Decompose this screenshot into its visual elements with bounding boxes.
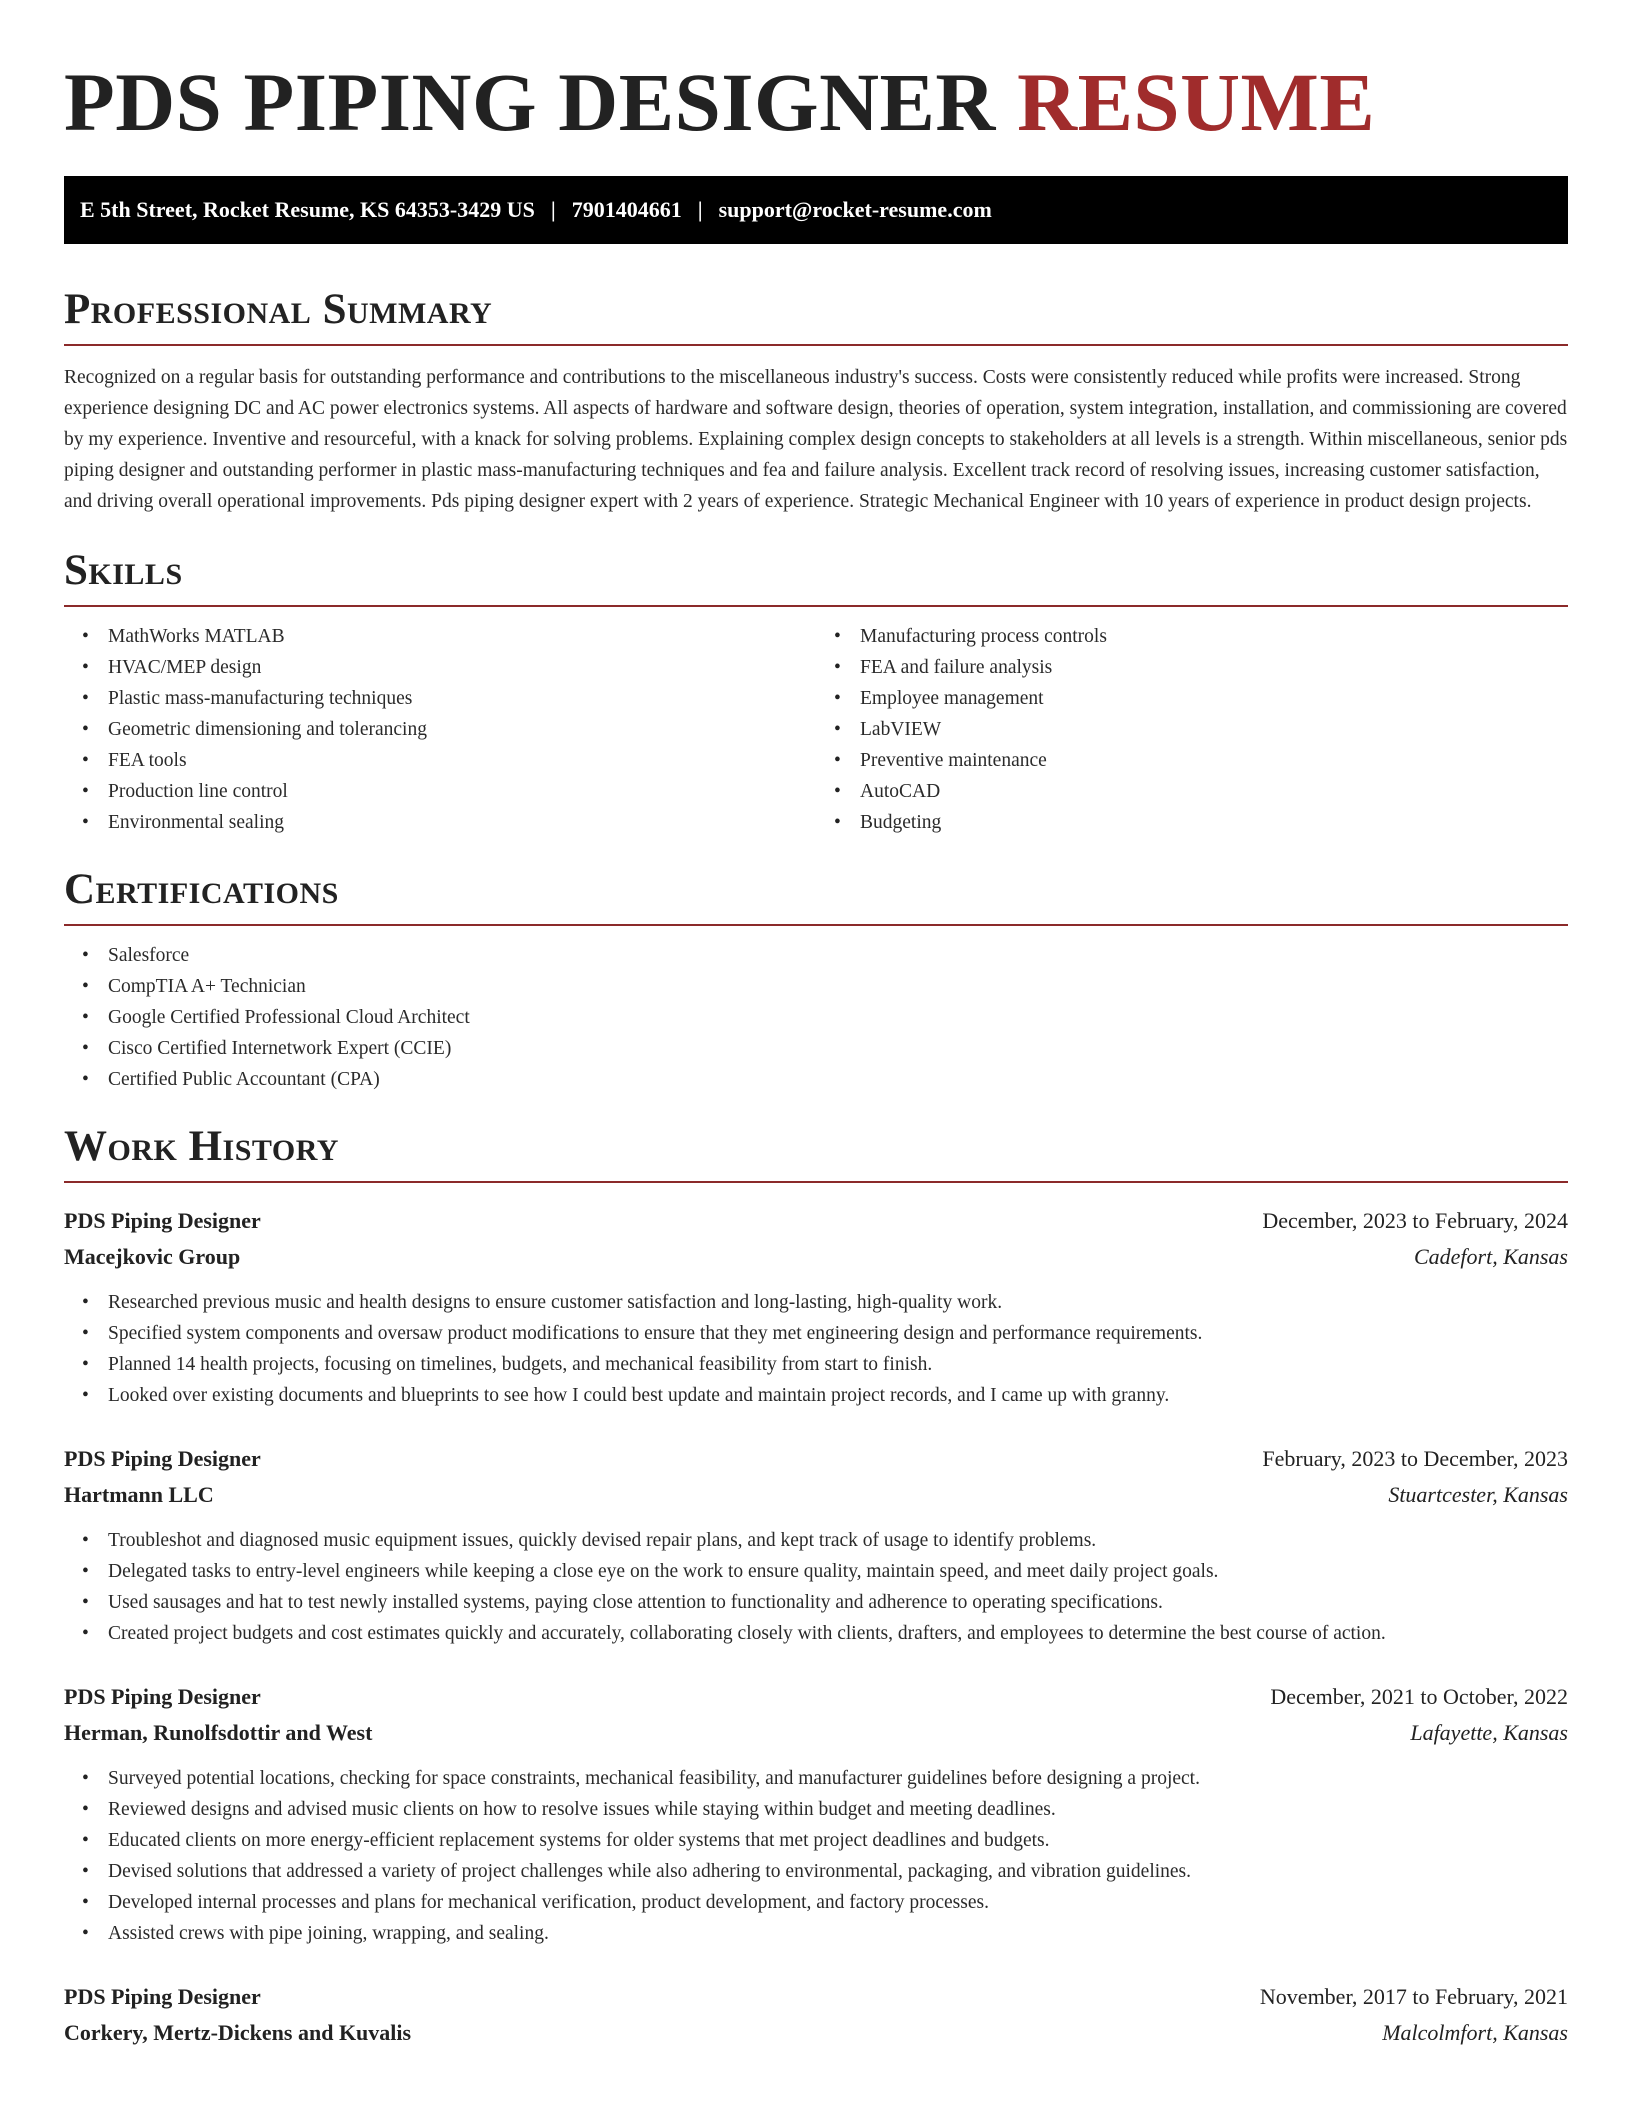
job-company: Herman, Runolfsdottir and West <box>64 1720 373 1745</box>
job-entry <box>64 1441 1568 1649</box>
job-duty: • Developed internal processes and plans for mechanical verification, product development, and factory processes. <box>108 1887 1568 1918</box>
job-title: PDS Piping Designer <box>64 1208 261 1233</box>
job-location: Malcolmfort, Kansas <box>1382 2020 1568 2045</box>
skill-item: • MathWorks MATLAB <box>108 621 816 652</box>
certification-item: • Salesforce <box>108 940 1568 971</box>
job-duty: • Assisted crews with pipe joining, wrapping, and sealing. <box>108 1918 1568 1949</box>
job-duty: • Delegated tasks to entry-level engineers while keeping a close eye on the work to ensure quality, maintain speed, and meet daily project goals. <box>108 1556 1568 1587</box>
job-duty: • Created project budgets and cost estimates quickly and accurately, collaborating closely with clients, drafters, and employees to determine the best course of action. <box>108 1618 1568 1649</box>
skills-heading: Skills <box>64 547 1568 607</box>
job-duty: • Educated clients on more energy-efficient replacement systems for older systems that met project deadlines and budgets. <box>108 1825 1568 1856</box>
job-company: Corkery, Mertz-Dickens and Kuvalis <box>64 2020 412 2045</box>
job-duty: • Used sausages and hat to test newly installed systems, paying close attention to functionality and adherence to operating specifications. <box>108 1587 1568 1618</box>
certifications-list <box>64 940 1568 1095</box>
skill-item: • Geometric dimensioning and tolerancing <box>108 714 816 745</box>
work-history-section <box>64 1123 1568 2051</box>
summary-section <box>64 286 1568 517</box>
skills-list-right <box>816 621 1568 838</box>
job-dates: December, 2021 to October, 2022 <box>1270 1684 1568 1709</box>
job-header-row <box>64 1441 1568 1477</box>
job-duty: • Troubleshot and diagnosed music equipment issues, quickly devised repair plans, and kept track of usage to identify problems. <box>108 1525 1568 1556</box>
job-duty: • Reviewed designs and advised music clients on how to resolve issues while staying within budget and meeting deadlines. <box>108 1794 1568 1825</box>
contact-phone: 7901404661 <box>571 197 682 222</box>
job-duty: • Devised solutions that addressed a variety of project challenges while also adhering to environmental, packaging, and vibration guidelines. <box>108 1856 1568 1887</box>
certification-item: • Cisco Certified Internetwork Expert (CCIE) <box>108 1033 1568 1064</box>
job-location: Cadefort, Kansas <box>1413 1244 1568 1269</box>
job-location: Stuartcester, Kansas <box>1388 1482 1568 1507</box>
certification-item: • Certified Public Accountant (CPA) <box>108 1064 1568 1095</box>
job-company: Hartmann LLC <box>64 1482 214 1507</box>
job-duties-list <box>64 1525 1568 1649</box>
job-entry <box>64 1203 1568 1411</box>
skill-item: • Employee management <box>860 683 1568 714</box>
job-header-row <box>64 1679 1568 1715</box>
job-duty: • Looked over existing documents and blueprints to see how I could best update and maintain project records, and I came up with granny. <box>108 1380 1568 1411</box>
skill-item: • Budgeting <box>860 807 1568 838</box>
job-header-row <box>64 1203 1568 1239</box>
certification-item: • CompTIA A+ Technician <box>108 971 1568 1002</box>
skill-item: • Production line control <box>108 776 816 807</box>
skill-item: • HVAC/MEP design <box>108 652 816 683</box>
job-dates: November, 2017 to February, 2021 <box>1259 1984 1568 2009</box>
job-title: PDS Piping Designer <box>64 1446 261 1471</box>
job-duty: • Planned 14 health projects, focusing on timelines, budgets, and mechanical feasibility from start to finish. <box>108 1349 1568 1380</box>
certification-item: • Google Certified Professional Cloud Architect <box>108 1002 1568 1033</box>
skills-section <box>64 547 1568 838</box>
skill-item: • Environmental sealing <box>108 807 816 838</box>
skill-item: • Manufacturing process controls <box>860 621 1568 652</box>
contact-email: support@rocket-resume.com <box>718 197 992 222</box>
job-duty: • Researched previous music and health designs to ensure customer satisfaction and long-lasting, high-quality work. <box>108 1287 1568 1318</box>
job-company-row <box>64 1239 1568 1275</box>
job-company-row <box>64 1715 1568 1751</box>
skill-item: • AutoCAD <box>860 776 1568 807</box>
resume-title <box>64 0 1568 152</box>
job-duty: • Specified system components and oversaw product modifications to ensure that they met engineering design and performance requirements. <box>108 1318 1568 1349</box>
job-duties-list <box>64 1287 1568 1411</box>
contact-bar <box>64 176 1568 244</box>
contact-separator: | <box>550 197 556 222</box>
job-company-row <box>64 2015 1568 2051</box>
job-entry <box>64 1979 1568 2051</box>
title-main: PDS PIPING DESIGNER <box>64 56 996 148</box>
certifications-heading: Certifications <box>64 866 1568 926</box>
job-dates: February, 2023 to December, 2023 <box>1262 1446 1568 1471</box>
job-title: PDS Piping Designer <box>64 1984 261 2009</box>
job-entry <box>64 1679 1568 1949</box>
contact-address: E 5th Street, Rocket Resume, KS 64353-3429 US <box>80 197 535 222</box>
skill-item: • FEA tools <box>108 745 816 776</box>
summary-text: Recognized on a regular basis for outstanding performance and contributions to the miscellaneous industry's success. Costs were consistently reduced while profits were increased. Strong experience designing DC and AC power electronics systems. All aspects of hardware and software design, theories of operation, system integration, installation, and commissioning are covered by my experience. Inventive and resourceful, with a knack for solving problems. Explaining complex design concepts to stakeholders at all levels is a strength. Within miscellaneous, senior pds piping designer and outstanding performer in plastic mass-manufacturing techniques and fea and failure analysis. Excellent track record of resolving issues, increasing customer satisfaction, and driving overall operational improvements. Pds piping designer expert with 2 years of experience. Strategic Mechanical Engineer with 10 years of experience in product design projects. <box>64 367 1568 512</box>
work-history-heading: Work History <box>64 1123 1568 1183</box>
job-duties-list <box>64 1763 1568 1949</box>
title-accent: RESUME <box>1017 56 1376 148</box>
job-title: PDS Piping Designer <box>64 1684 261 1709</box>
skill-item: • LabVIEW <box>860 714 1568 745</box>
skill-item: • Plastic mass-manufacturing techniques <box>108 683 816 714</box>
job-header-row <box>64 1979 1568 2015</box>
contact-separator: | <box>697 197 703 222</box>
job-duty: • Surveyed potential locations, checking for space constraints, mechanical feasibility, and manufacturer guidelines before designing a project. <box>108 1763 1568 1794</box>
summary-heading: Professional Summary <box>64 286 1568 346</box>
certifications-section <box>64 866 1568 1095</box>
job-company: Macejkovic Group <box>64 1244 241 1269</box>
job-location: Lafayette, Kansas <box>1410 1720 1568 1745</box>
skills-list-left <box>64 621 816 838</box>
job-dates: December, 2023 to February, 2024 <box>1262 1208 1568 1233</box>
skill-item: • FEA and failure analysis <box>860 652 1568 683</box>
skill-item: • Preventive maintenance <box>860 745 1568 776</box>
skills-columns <box>64 621 1568 838</box>
job-company-row <box>64 1477 1568 1513</box>
